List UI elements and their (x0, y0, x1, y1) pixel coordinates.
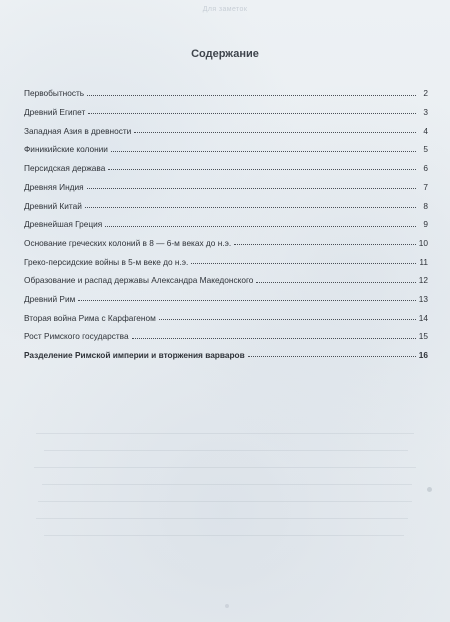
toc-entry-title: Древний Рим (24, 293, 76, 304)
toc-row (24, 191, 428, 210)
toc-page-number: 8 (423, 200, 428, 211)
toc-row (24, 98, 428, 117)
toc-entry-title: Персидская держава (24, 163, 106, 174)
dot-leader (78, 300, 416, 301)
faint-bleed-through-line (42, 484, 412, 485)
toc-page-number: 14 (418, 312, 428, 323)
toc-entry-title: Вторая война Рима с Карфагеном (24, 312, 156, 323)
faint-bleed-through-line (44, 535, 404, 536)
toc-page-number: 5 (423, 144, 428, 155)
toc-page-number: 7 (423, 181, 428, 192)
dot-leader (105, 226, 416, 227)
toc-row (24, 116, 428, 135)
toc-row (24, 172, 428, 191)
dot-leader (88, 113, 416, 114)
toc-row (24, 247, 428, 266)
faint-bleed-through-line (38, 501, 412, 502)
toc-row (24, 285, 428, 304)
table-of-contents (24, 79, 428, 359)
paper-mark (225, 604, 229, 608)
toc-page-number: 3 (423, 107, 428, 118)
dot-leader (111, 151, 416, 152)
faint-bleed-through-line (36, 433, 414, 434)
toc-row (24, 229, 428, 248)
faint-bleed-through-line (36, 518, 408, 519)
toc-row (24, 79, 428, 98)
toc-row (24, 322, 428, 341)
toc-page-number: 6 (423, 163, 428, 174)
toc-entry-title: Древний Египет (24, 107, 86, 118)
dot-leader (256, 282, 416, 283)
toc-entry-title: Образование и распад державы Александра Македонского (24, 275, 254, 286)
toc-page-number: 10 (418, 237, 428, 248)
toc-entry-title: Греко-персидские войны в 5-м веке до н.э. (24, 256, 189, 267)
toc-row (24, 210, 428, 229)
toc-entry-title: Первобытность (24, 88, 85, 99)
dot-leader (85, 207, 416, 208)
dot-leader (134, 132, 416, 133)
dot-leader (248, 356, 416, 357)
toc-page-number: 2 (423, 88, 428, 99)
toc-entry-title: Рост Римского государства (24, 331, 129, 342)
toc-page-number: 13 (418, 293, 428, 304)
toc-page-number: 12 (418, 275, 428, 286)
dot-leader (191, 263, 416, 264)
faint-header: Для заметок (202, 6, 248, 13)
toc-entry-title: Западная Азия в древности (24, 125, 132, 136)
toc-entry-title: Древний Китай (24, 200, 82, 211)
toc-entry-title: Основание греческих колоний в 8 — 6-м веках до н.э. (24, 237, 232, 248)
dot-leader (87, 95, 416, 96)
toc-entry-title: Древнейшая Греция (24, 219, 103, 230)
toc-page-number: 15 (418, 331, 428, 342)
toc-row (24, 341, 428, 360)
dot-leader (159, 319, 416, 320)
toc-page-number: 16 (418, 350, 428, 361)
page-title: Содержание (191, 48, 259, 60)
dot-leader (132, 338, 416, 339)
toc-entry-title: Разделение Римской империи и вторжения варваров (24, 350, 245, 361)
toc-page-number: 4 (423, 125, 428, 136)
toc-row (24, 303, 428, 322)
faint-bleed-through-line (34, 467, 416, 468)
dot-leader (108, 169, 416, 170)
faint-bleed-through-line (44, 450, 408, 451)
toc-row (24, 135, 428, 154)
toc-page-number: 11 (419, 256, 428, 267)
dot-leader (234, 244, 416, 245)
toc-entry-title: Древняя Индия (24, 181, 84, 192)
toc-row (24, 154, 428, 173)
toc-page-number: 9 (423, 219, 428, 230)
toc-row (24, 266, 428, 285)
paper-mark (427, 487, 432, 492)
dot-leader (87, 188, 416, 189)
toc-entry-title: Финикийские колонии (24, 144, 108, 155)
